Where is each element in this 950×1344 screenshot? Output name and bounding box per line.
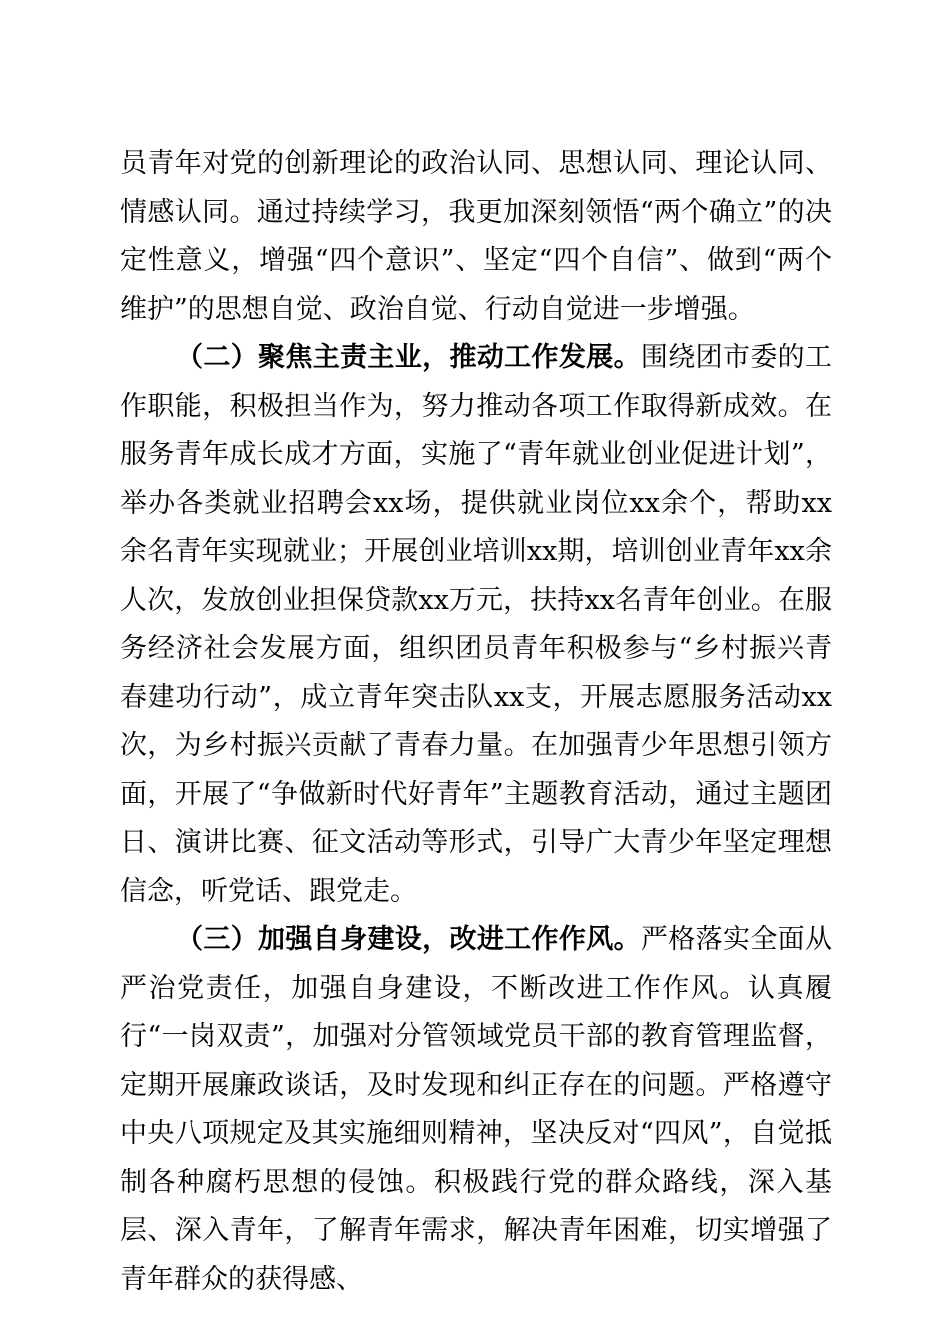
paragraph-continuation [120,140,832,334]
paragraph-section-3 [120,916,832,1304]
section-heading: （二）聚焦主责主业，推动工作发展。 [176,342,641,373]
paragraph-text: 员青年对党的创新理论的政治认同、思想认同、理论认同、情感认同。通过持续学习，我更加深刻领悟“两个确立”的决定性意义，增强“四个意识”、坚定“四个自信”、做到“两个维护”的思想自觉、政治自觉、行动自觉进一步增强。 [120,148,832,325]
document-page [120,140,832,1304]
section-heading: （三）加强自身建设，改进工作作风。 [176,924,641,955]
paragraph-text: 严格落实全面从严治党责任，加强自身建设，不断改进工作作风。认真履行“一岗双责”，加强对分管领域党员干部的教育管理监督，定期开展廉政谈话，及时发现和纠正存在的问题。严格遵守中央八项规定及其实施细则精神，坚决反对“四风”，自觉抵制各种腐朽思想的侵蚀。积极践行党的群众路线，深入基层、深入青年，了解青年需求，解决青年困难，切实增强了青年群众的获得感、 [120,924,833,1295]
paragraph-section-2 [120,334,832,916]
paragraph-text: 围绕团市委的工作职能，积极担当作为，努力推动各项工作取得新成效。在服务青年成长成才方面，实施了“青年就业创业促进计划”，举办各类就业招聘会xx场，提供就业岗位xx余个，帮助xx余名青年实现就业；开展创业培训xx期，培训创业青年xx余人次，发放创业担保贷款xx万元，扶持xx名青年创业。在服务经济社会发展方面，组织团员青年积极参与“乡村振兴青春建功行动”，成立青年突击队xx支，开展志愿服务活动xx次，为乡村振兴贡献了青春力量。在加强青少年思想引领方面，开展了“争做新时代好青年”主题教育活动，通过主题团日、演讲比赛、征文活动等形式，引导广大青少年坚定理想信念，听党话、跟党走。 [120,342,833,907]
